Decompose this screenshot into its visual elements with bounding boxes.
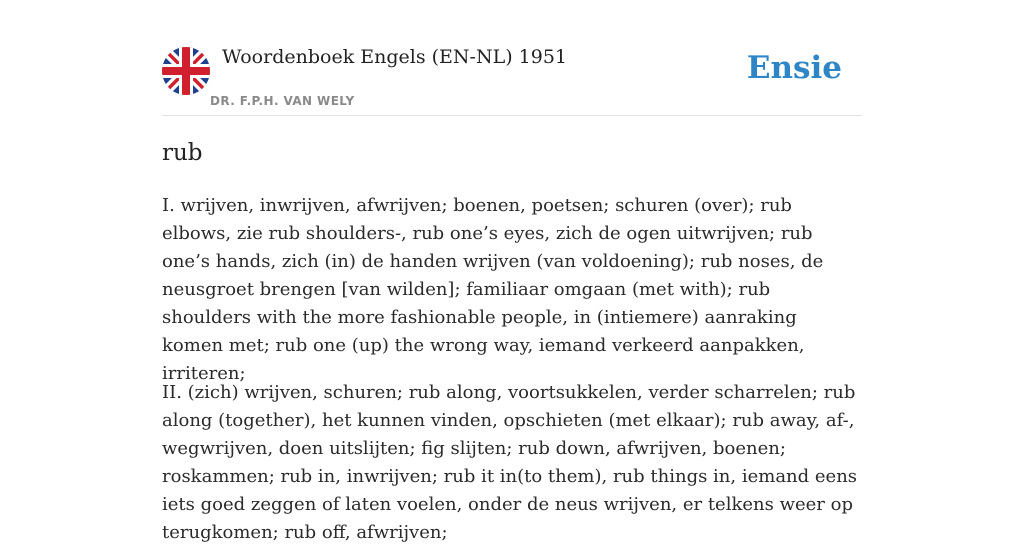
dictionary-header (162, 44, 862, 116)
book-author[interactable]: DR. F.P.H. VAN WELY (210, 94, 355, 108)
headword: rub (162, 140, 203, 166)
definition-paragraph-1: I. wrijven, inwrijven, afwrijven; boenen, poetsen; schuren (over); rub elbows, zie rub shoulders-, rub one’s eyes, zich de ogen uitwrijven; rub one’s hands, zich (in) de handen wrijven (van voldoening); rub noses, de neusgroet brengen [van wilden]; familiaar omgaan (met with); rub shoulders with the more fashionable people, in (intiemere) aanraking komen met; rub one (up) the wrong way, iemand verkeerd aanpakken, irriteren; (162, 195, 824, 384)
ensie-logo-link[interactable]: Ensie (746, 50, 842, 86)
book-title[interactable]: Woordenboek Engels (EN-NL) 1951 (222, 46, 567, 68)
definition-paragraph-2: II. (zich) wrijven, schuren; rub along, voortsukkelen, verder scharrelen; rub along (together), het kunnen vinden, opschieten (met elkaar); rub away, af-, wegwrijven, doen uitslijten; fig slijten; rub down, afwrijven, boenen; roskammen; rub in, inwrijven; rub it in(to them), rub things in, iemand eens iets goed zeggen of laten voelen, onder de neus wrijven, er telkens weer op terugkomen; rub off, afwrijven; (162, 382, 858, 543)
union-jack-icon (162, 47, 210, 95)
